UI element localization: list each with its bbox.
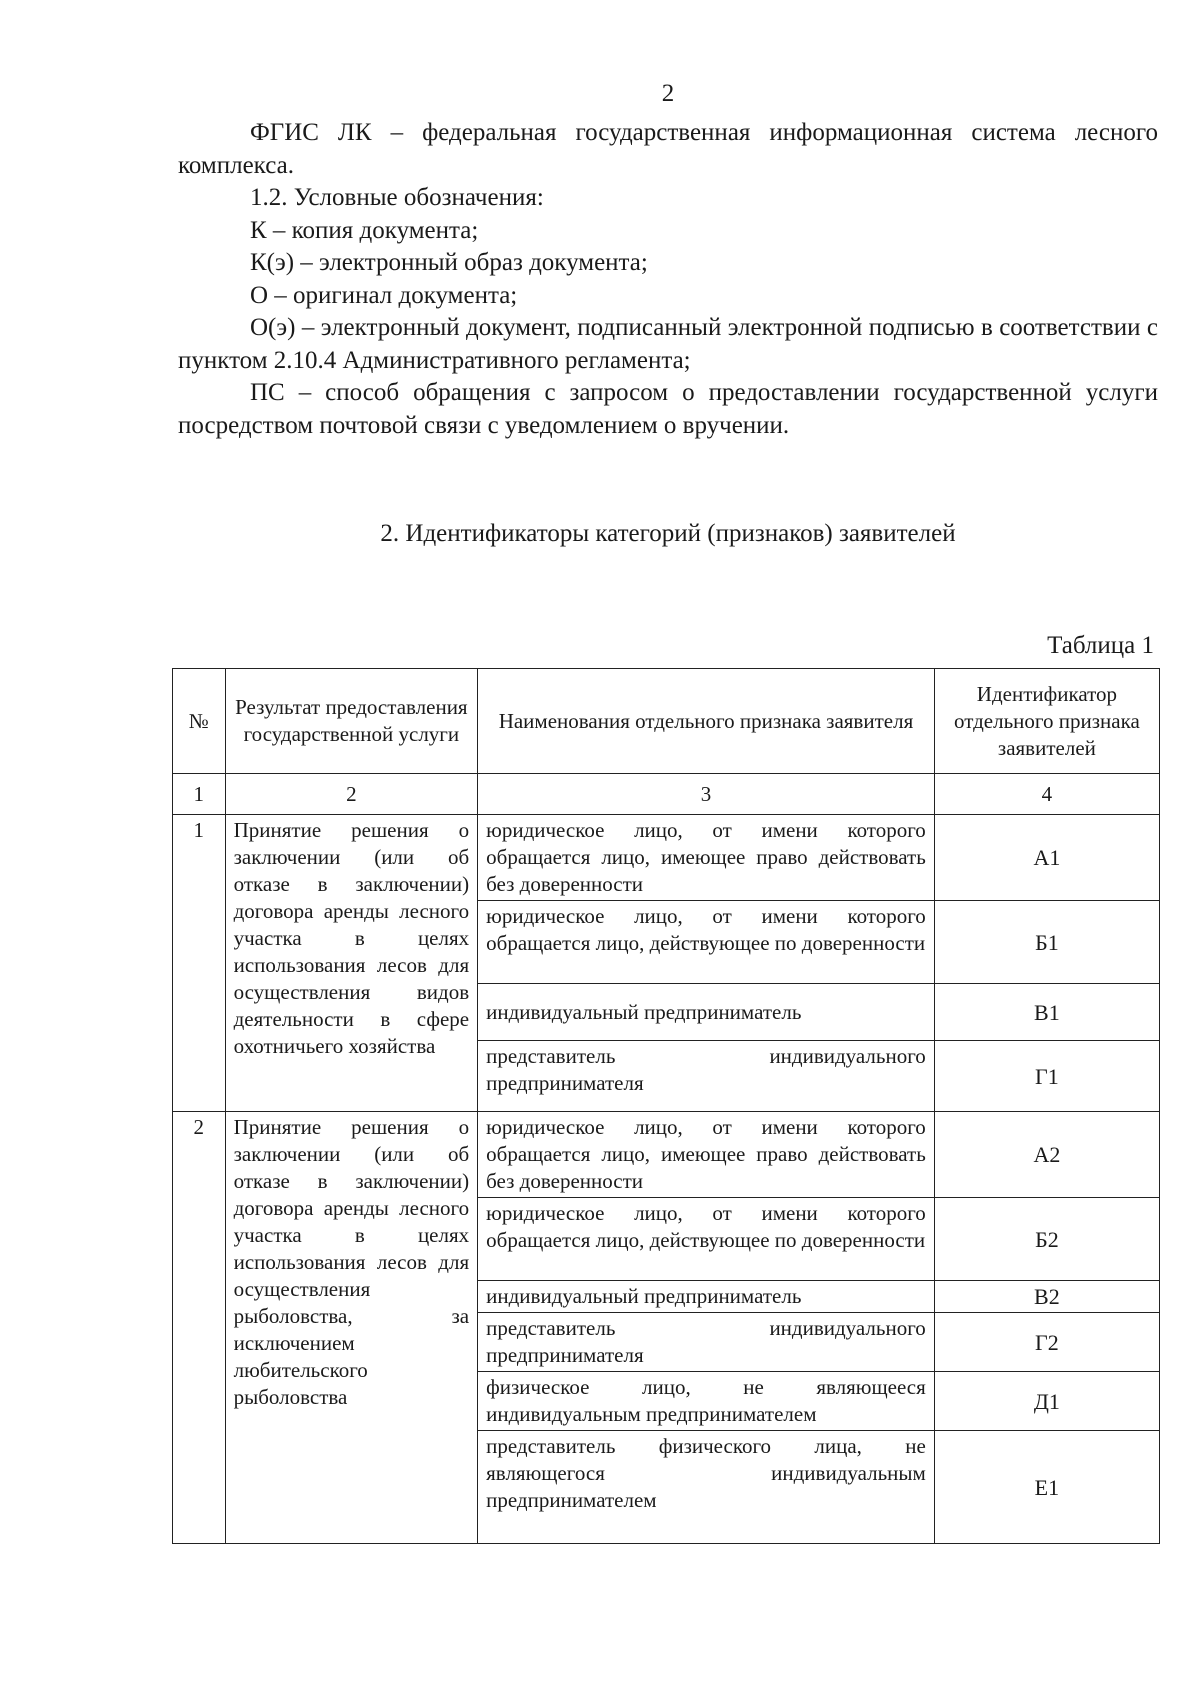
- table-row: [173, 815, 1160, 901]
- attribute-identifier: Б1: [934, 901, 1159, 984]
- paragraph-legend-k: К – копия документа;: [250, 216, 479, 244]
- attribute-identifier: А2: [934, 1112, 1159, 1198]
- column-number-4: 4: [934, 774, 1159, 815]
- page-number: 2: [661, 80, 675, 107]
- applicant-identifiers-table: [172, 668, 1160, 1544]
- paragraph-legend-o: О – оригинал документа;: [250, 281, 518, 309]
- attribute-identifier: Г2: [934, 1313, 1159, 1372]
- attribute-identifier: В2: [934, 1281, 1159, 1313]
- header-result: Результат предоставления государственной услуги: [225, 669, 478, 774]
- row-number: 2: [173, 1112, 226, 1544]
- paragraph-legend-ps: ПС – способ обращения с запросом о предоставлении государственной услуги посредством почтовой связи с уведомлением о вручении.: [178, 379, 1158, 439]
- attribute-name: юридическое лицо, от имени которого обращается лицо, действующее по доверенности: [478, 901, 935, 984]
- attribute-identifier: В1: [934, 984, 1159, 1041]
- column-number-1: 1: [173, 774, 226, 815]
- row-number: 1: [173, 815, 226, 1112]
- paragraph-legend-oe: О(э) – электронный документ, подписанный электронной подписью в соответствии с пунктом 2.10.4 Административного регламента;: [178, 314, 1158, 374]
- attribute-name: представитель физического лица, не являющегося индивидуальным предпринимателем: [478, 1431, 935, 1544]
- attribute-identifier: А1: [934, 815, 1159, 901]
- attribute-name: индивидуальный предприниматель: [478, 984, 935, 1041]
- attribute-name: представитель индивидуального предпринимателя: [478, 1313, 935, 1372]
- header-identifier: Идентификатор отдельного признака заявителей: [934, 669, 1159, 774]
- attribute-name: юридическое лицо, от имени которого обращается лицо, имеющее право действовать без доверенности: [478, 815, 935, 901]
- legend-text: [178, 117, 1158, 442]
- attribute-name: представитель индивидуального предпринимателя: [478, 1041, 935, 1112]
- attribute-name: юридическое лицо, от имени которого обращается лицо, действующее по доверенности: [478, 1198, 935, 1281]
- service-result: Принятие решения о заключении (или об отказе в заключении) договора аренды лесного участка в целях использования лесов для осуществления рыболовства, за исключением любительского рыболовства: [225, 1112, 478, 1544]
- paragraph-legend-heading: 1.2. Условные обозначения:: [250, 184, 544, 211]
- attribute-name: индивидуальный предприниматель: [478, 1281, 935, 1313]
- column-number-2: 2: [225, 774, 478, 815]
- table-row: [173, 1112, 1160, 1198]
- header-attribute-name: Наименования отдельного признака заявителя: [478, 669, 935, 774]
- column-number-3: 3: [478, 774, 935, 815]
- header-number: №: [173, 669, 226, 774]
- service-result: Принятие решения о заключении (или об отказе в заключении) договора аренды лесного участка в целях использования лесов для осуществления видов деятельности в сфере охотничьего хозяйства: [225, 815, 478, 1112]
- column-number-row: [173, 774, 1160, 815]
- paragraph-legend-ke: К(э) – электронный образ документа;: [250, 249, 648, 276]
- attribute-identifier: Г1: [934, 1041, 1159, 1112]
- table-header-row: [173, 669, 1160, 774]
- paragraph-fgis: ФГИС ЛК – федеральная государственная информационная система лесного комплекса.: [178, 119, 1158, 179]
- table-caption: Таблица 1: [1047, 632, 1154, 659]
- attribute-name: физическое лицо, не являющееся индивидуальным предпринимателем: [478, 1372, 935, 1431]
- attribute-identifier: Е1: [934, 1431, 1159, 1544]
- attribute-identifier: Д1: [934, 1372, 1159, 1431]
- attribute-identifier: Б2: [934, 1198, 1159, 1281]
- attribute-name: юридическое лицо, от имени которого обращается лицо, имеющее право действовать без доверенности: [478, 1112, 935, 1198]
- section-heading: 2. Идентификаторы категорий (признаков) заявителей: [380, 520, 956, 547]
